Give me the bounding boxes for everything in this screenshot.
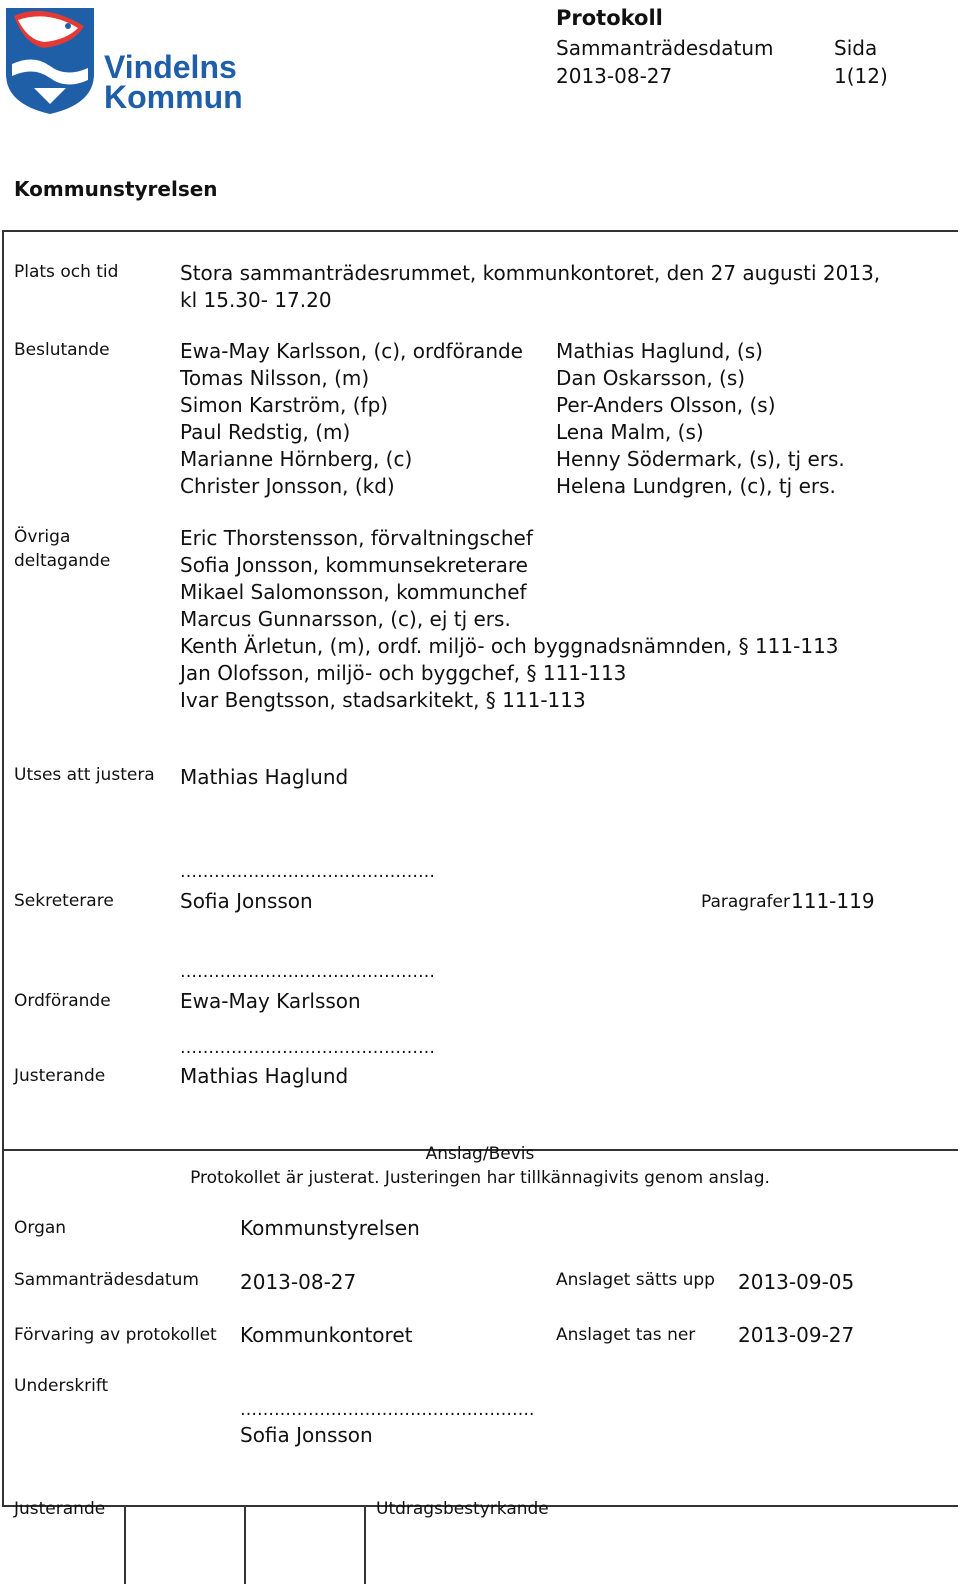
ovriga-label-2: deltagande — [14, 551, 111, 571]
footer-separator-3 — [364, 1505, 366, 1584]
paragrafer-label: Paragrafer — [701, 892, 790, 912]
anslag-down-value: 2013-09-27 — [738, 1323, 855, 1347]
municipality-logo — [4, 4, 244, 116]
ordforande-label: Ordförande — [14, 991, 111, 1011]
list-item: Eric Thorstensson, förvaltningschef — [180, 526, 533, 550]
logo-text-line2: Kommun — [104, 79, 243, 115]
justerande-name: Mathias Haglund — [180, 1064, 349, 1088]
anslag-sign-name: Sofia Jonsson — [240, 1423, 373, 1447]
anslag-title: Anslag/Bevis — [425, 1144, 535, 1164]
list-item: Paul Redstig, (m) — [180, 420, 351, 444]
justera-value: Mathias Haglund — [180, 765, 349, 789]
list-item: Marcus Gunnarsson, (c), ej tj ers. — [180, 607, 511, 631]
list-item: Ivar Bengtsson, stadsarkitekt, § 111-113 — [180, 688, 586, 712]
document-type: Protokoll — [556, 6, 663, 30]
list-item: Per-Anders Olsson, (s) — [556, 393, 776, 417]
anslag-sign-line: ……………………………………………. — [240, 1400, 535, 1420]
logo-text-line1: Vindelns — [104, 49, 237, 85]
footer-separator-2 — [244, 1505, 246, 1584]
list-item: Ewa-May Karlsson, (c), ordförande — [180, 339, 523, 363]
justera-label: Utses att justera — [14, 765, 155, 785]
footer-separator-1 — [124, 1505, 126, 1584]
place-label: Plats och tid — [14, 262, 119, 282]
signature-line-sekreterare: ……………………………………… — [180, 862, 435, 882]
left-border — [2, 230, 4, 1505]
ordforande-name: Ewa-May Karlsson — [180, 989, 361, 1013]
list-item: Mikael Salomonsson, kommunchef — [180, 580, 527, 604]
ovriga-label-1: Övriga — [14, 527, 71, 547]
footer-justerande: Justerande — [14, 1499, 106, 1519]
list-item: Christer Jonsson, (kd) — [180, 474, 395, 498]
anslag-up-value: 2013-09-05 — [738, 1270, 855, 1294]
header-page-value: 1(12) — [834, 64, 888, 88]
ovriga-list — [180, 525, 839, 714]
anslag-sign-label: Underskrift — [14, 1376, 109, 1396]
salmon-emblem-icon — [4, 4, 96, 116]
anslag-date-label: Sammanträdesdatum — [14, 1270, 199, 1290]
signature-line-ordforande: ……………………………………… — [180, 962, 435, 982]
place-line2: kl 15.30- 17.20 — [180, 288, 332, 312]
place-line1: Stora sammanträdesrummet, kommunkontoret, den 27 augusti 2013, — [180, 261, 881, 285]
top-divider — [2, 230, 958, 232]
list-item: Marianne Hörnberg, (c) — [180, 447, 413, 471]
list-item: Lena Malm, (s) — [556, 420, 704, 444]
anslag-organ-value: Kommunstyrelsen — [240, 1216, 420, 1240]
header-date-label: Sammanträdesdatum — [556, 36, 774, 60]
anslag-up-label: Anslaget sätts upp — [556, 1270, 715, 1290]
list-item: Simon Karström, (fp) — [180, 393, 389, 417]
list-item: Henny Södermark, (s), tj ers. — [556, 447, 845, 471]
organ-title: Kommunstyrelsen — [14, 177, 218, 201]
anslag-storage-value: Kommunkontoret — [240, 1323, 413, 1347]
list-item: Tomas Nilsson, (m) — [180, 366, 370, 390]
beslutande-label: Beslutande — [14, 340, 110, 360]
paragrafer-value: 111-119 — [791, 889, 875, 913]
header-page-label: Sida — [834, 36, 878, 60]
header-date-value: 2013-08-27 — [556, 64, 673, 88]
footer-utdrag: Utdragsbestyrkande — [376, 1499, 549, 1519]
anslag-down-label: Anslaget tas ner — [556, 1325, 696, 1345]
beslutande-right-list — [556, 338, 845, 500]
anslag-organ-label: Organ — [14, 1218, 67, 1238]
sekreterare-name: Sofia Jonsson — [180, 889, 313, 913]
list-item: Sofia Jonsson, kommunsekreterare — [180, 553, 528, 577]
beslutande-left-list — [180, 338, 523, 500]
list-item: Kenth Ärletun, (m), ordf. miljö- och byggnadsnämnden, § 111-113 — [180, 634, 839, 658]
justerande-label: Justerande — [14, 1066, 106, 1086]
list-item: Jan Olofsson, miljö- och byggchef, § 111-113 — [180, 661, 627, 685]
list-item: Mathias Haglund, (s) — [556, 339, 763, 363]
anslag-date-value: 2013-08-27 — [240, 1270, 357, 1294]
anslag-subtitle: Protokollet är justerat. Justeringen har tillkännagivits genom anslag. — [190, 1168, 770, 1188]
list-item: Dan Oskarsson, (s) — [556, 366, 746, 390]
list-item: Helena Lundgren, (c), tj ers. — [556, 474, 836, 498]
sekreterare-label: Sekreterare — [14, 891, 114, 911]
anslag-storage-label: Förvaring av protokollet — [14, 1325, 217, 1345]
signature-line-justerande: ……………………………………… — [180, 1038, 435, 1058]
